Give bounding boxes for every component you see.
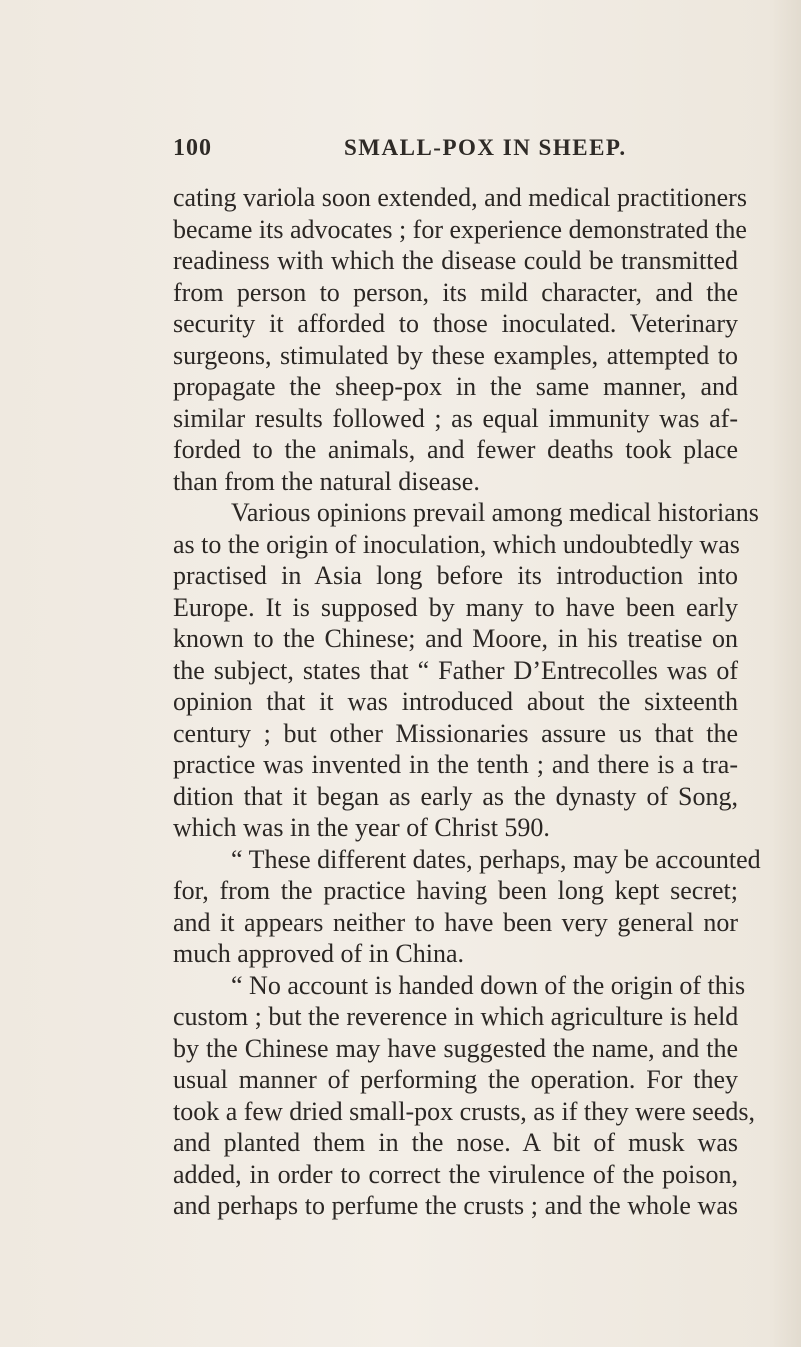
text-line: for, from the practice having been long kept secret; bbox=[173, 876, 738, 905]
running-title: SMALL-POX IN SHEEP. bbox=[344, 135, 627, 160]
text-line: which was in the year of Christ 590. bbox=[173, 813, 550, 842]
text-line: added, in order to correct the virulence of the poison, bbox=[173, 1159, 738, 1189]
text-line: forded to the animals, and fewer deaths took place bbox=[173, 435, 738, 464]
body-text bbox=[173, 182, 761, 1222]
text-line: and perhaps to perfume the crusts ; and the whole was bbox=[173, 1191, 738, 1220]
text-line: readiness with which the disease could be transmitted bbox=[173, 246, 738, 275]
text-line: Various opinions prevail among medical historians bbox=[231, 498, 759, 527]
text-line: became its advocates ; for experience demonstrated the bbox=[173, 214, 747, 244]
text-line: practised in Asia long before its introduction into bbox=[173, 561, 738, 590]
text-line: and it appears neither to have been very general nor bbox=[173, 907, 738, 937]
text-line: than from the natural disease. bbox=[173, 466, 480, 496]
text-line: surgeons, stimulated by these examples, attempted to bbox=[173, 340, 738, 370]
text-line: opinion that it was introduced about the sixteenth bbox=[173, 687, 738, 716]
text-line: took a few dried small-pox crusts, as if they were seeds, bbox=[173, 1096, 755, 1126]
text-line: similar results followed ; as equal immunity was af- bbox=[173, 403, 738, 433]
text-line: dition that it began as early as the dynasty of Song, bbox=[173, 781, 738, 811]
text-line: century ; but other Missionaries assure us that the bbox=[173, 718, 738, 748]
text-line: usual manner of performing the operation. For they bbox=[173, 1065, 738, 1094]
text-line: by the Chinese may have suggested the name, and the bbox=[173, 1033, 738, 1063]
text-line: Europe. It is supposed by many to have been early bbox=[173, 592, 738, 622]
text-line: custom ; but the reverence in which agriculture is held bbox=[173, 1002, 739, 1031]
text-line: cating variola soon extended, and medical practitioners bbox=[173, 183, 747, 212]
text-line: known to the Chinese; and Moore, in his treatise on bbox=[173, 624, 738, 653]
text-line: from person to person, its mild character, and the bbox=[173, 277, 738, 307]
text-line: practice was invented in the tenth ; and there is a tra- bbox=[173, 750, 738, 779]
text-line: “ No account is handed down of the origin of this bbox=[231, 970, 746, 1000]
text-line: “ These different dates, perhaps, may be accounted bbox=[231, 844, 761, 874]
text-line: and planted them in the nose. A bit of musk was bbox=[173, 1128, 738, 1157]
running-head bbox=[173, 135, 738, 175]
text-line: much approved of in China. bbox=[173, 939, 464, 968]
text-line: the subject, states that “ Father D’Entrecolles was of bbox=[173, 655, 738, 685]
text-line: as to the origin of inoculation, which undoubtedly was bbox=[173, 529, 740, 559]
page-number: 100 bbox=[173, 135, 212, 161]
text-line: security it afforded to those inoculated. Veterinary bbox=[173, 309, 738, 338]
text-line: propagate the sheep-pox in the same manner, and bbox=[173, 372, 738, 401]
